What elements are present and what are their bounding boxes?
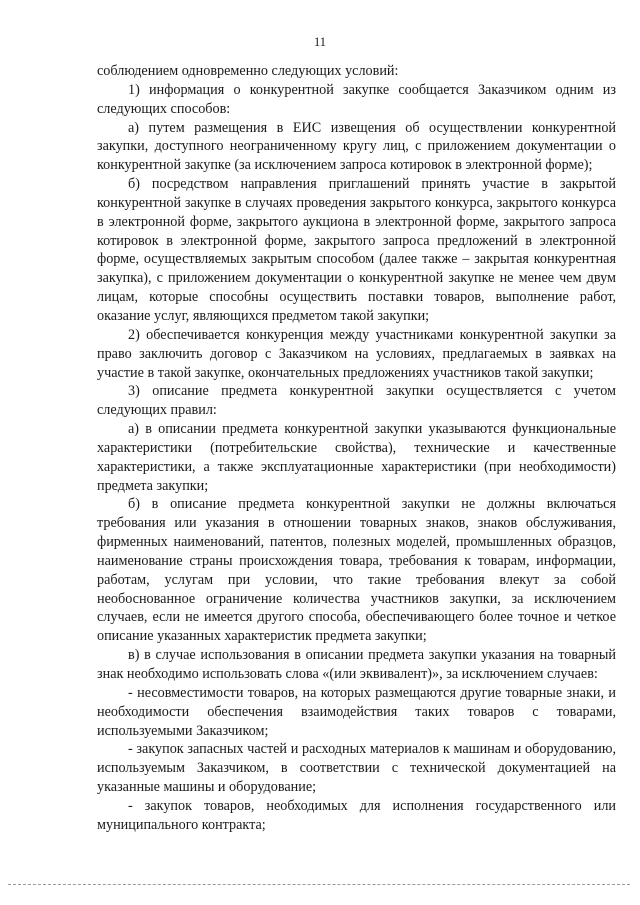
paragraph-continuation: соблюдением одновременно следующих условий: bbox=[97, 63, 399, 79]
body-text bbox=[97, 62, 616, 835]
paragraph-bullet-3: - закупок товаров, необходимых для исполнения государственного или муниципального контракта; bbox=[97, 797, 616, 833]
paragraph-item-3v: в) в случае использования в описании предмета закупки указания на товарный знак необходимо использовать слова «(или эквивалент)», за исключением случаев: bbox=[97, 647, 616, 682]
paragraph-item-3b: б) в описание предмета конкурентной закупки не должны включаться требования или указания в отношении товарных знаков, знаков обслуживания, фирменных наименований, патентов, полезных моделей, промышленных образцов, наименование страны происхождения товара, требования к товарам, информации, работам, услугам при условии, что такие требования влекут за собой необоснованное ограничение количества участников закупки, за исключением случаев, если не имеется другого способа, обеспечивающего более точное и четкое описание указанных характеристик предмета закупки; bbox=[97, 496, 616, 645]
paragraph-item-1b: б) посредством направления приглашений принять участие в закрытой конкурентной закупке в случаях проведения закрытого конкурса, закрытого конкурса в электронной форме, закрытого аукциона в электронной форме, закрытого запроса котировок в электронной форме, закрытого запроса предложений в электронной форме, осуществляемых закрытым способом (далее также – закрытая конкурентная закупка), с приложением документации о конкурентной закупке не менее чем двум лицам, которые способны осуществить поставки товаров, выполнение работ, оказание услуг, являющихся предметом такой закупки; bbox=[97, 176, 616, 324]
paragraph-item-3: 3) описание предмета конкурентной закупки осуществляется с учетом следующих правил: bbox=[97, 383, 616, 419]
paragraph-item-1: 1) информация о конкурентной закупке сообщается Заказчиком одним из следующих способов: bbox=[97, 81, 616, 117]
paragraph-item-2: 2) обеспечивается конкуренция между участниками конкурентной закупки за право заключить договор с Заказчиком на условиях, предлагаемых в заявках на участие в такой закупке, окончательных предложениях участников такой закупки; bbox=[97, 326, 616, 381]
paragraph-item-3a: а) в описании предмета конкурентной закупки указываются функциональные характеристики (потребительские свойства), технические и качественные характеристики, а также эксплуатационные характеристики (при необходимости) предмета закупки; bbox=[97, 421, 616, 494]
paragraph-item-1a: а) путем размещения в ЕИС извещения об осуществлении конкурентной закупки, доступного неограниченному кругу лиц, с приложением документации о конкурентной закупке (за исключением запроса котировок в электронной форме); bbox=[97, 119, 616, 174]
page-number: 11 bbox=[313, 35, 327, 49]
page-bottom-rule bbox=[8, 884, 630, 885]
paragraph-bullet-2: - закупок запасных частей и расходных материалов к машинам и оборудованию, используемым Заказчиком, в соответствии с технической документацией на указанные машины и оборудование; bbox=[97, 741, 616, 796]
paragraph-bullet-1: - несовместимости товаров, на которых размещаются другие товарные знаки, и необходимости обеспечения взаимодействия таких товаров с товарами, используемыми Заказчиком; bbox=[97, 684, 616, 739]
